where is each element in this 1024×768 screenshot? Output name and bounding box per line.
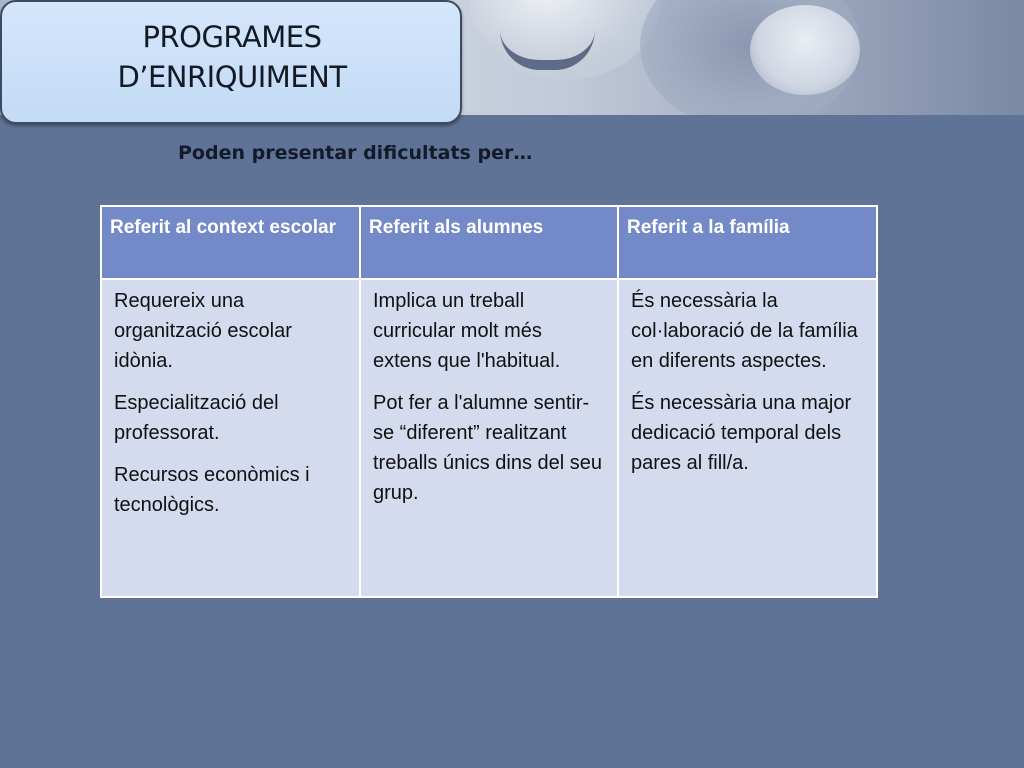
page-title-line-1: PROGRAMES [142,20,322,54]
title-box [0,0,462,124]
cell-item: És necessària una major dedicació temporal dels pares al fill/a. [631,392,852,474]
column-header-school-context: Referit al context escolar [101,206,360,279]
cell-item: Pot fer a l'alumne sentir-se “diferent” realitzant treballs únics dins del seu grup. [373,392,603,504]
table-cell-family [618,279,877,597]
table-cell-school-context [101,279,360,597]
column-header-family: Referit a la família [618,206,877,279]
difficulties-table [100,205,878,598]
table-header-row [101,206,877,279]
cell-item: Especialització del professorat. [114,392,279,444]
cell-item: És necessària la col·laboració de la família en diferents aspectes. [631,290,858,372]
table-cell-students [360,279,618,597]
table-row [101,279,877,597]
cell-item: Implica un treball curricular molt més extens que l'habitual. [373,290,561,372]
column-header-students: Referit als alumnes [360,206,618,279]
cell-item: Requereix una organització escolar idònia. [114,290,292,372]
cell-item: Recursos econòmics i tecnològics. [114,464,310,516]
page-title-line-2: D’ENRIQUIMENT [117,60,347,94]
page-subtitle: Poden presentar dificultats per… [178,142,533,164]
photo-hand [750,5,860,95]
